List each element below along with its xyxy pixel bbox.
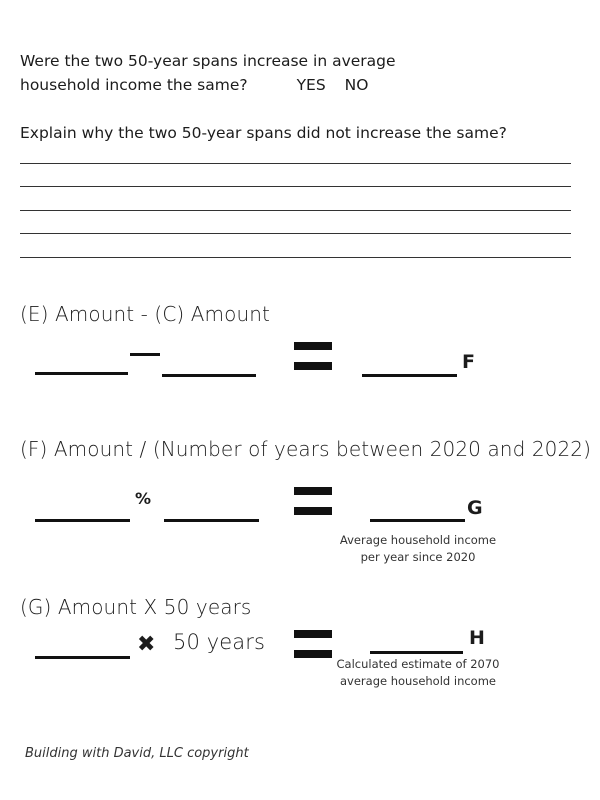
answer-line[interactable] [20, 186, 571, 187]
question-1-line-2 [20, 73, 396, 97]
blank-years[interactable] [164, 519, 259, 522]
minus-icon [130, 353, 160, 356]
divide-percent-icon: % [135, 489, 152, 508]
section-e-heading: (E) Amount - (C) Amount [20, 302, 270, 326]
question-2-prompt: Explain why the two 50-year spans did not increase the same? [20, 124, 507, 142]
blank-f-amount[interactable] [35, 519, 130, 522]
multiplier-text: 50 years [173, 630, 265, 654]
result-letter-f: F [462, 351, 475, 373]
caption-g-line-1: Average household income [339, 533, 497, 547]
equals-icon [294, 630, 332, 658]
blank-g-amount[interactable] [35, 656, 130, 659]
no-option[interactable]: NO [344, 76, 369, 94]
question-1-line-2-text: household income the same? [20, 76, 248, 94]
result-letter-h: H [469, 627, 485, 649]
yes-option[interactable]: YES [296, 76, 326, 94]
question-1 [20, 49, 396, 97]
multiply-icon: ✖ [137, 632, 156, 657]
caption-h [318, 656, 518, 690]
caption-h-line-2: average household income [339, 674, 496, 688]
equals-icon [294, 342, 332, 370]
caption-g-line-2: per year since 2020 [360, 550, 476, 564]
blank-c-amount[interactable] [162, 374, 256, 377]
result-letter-g: G [467, 497, 483, 519]
answer-line[interactable] [20, 163, 571, 164]
blank-g-result[interactable] [370, 519, 465, 522]
equals-icon [294, 487, 332, 515]
section-f-heading: (F) Amount / (Number of years between 2020 and 2022) [20, 437, 592, 461]
answer-line[interactable] [20, 257, 571, 258]
blank-e-amount[interactable] [35, 372, 128, 375]
section-g-heading: (G) Amount X 50 years [20, 595, 252, 619]
blank-f-result[interactable] [362, 374, 457, 377]
caption-h-line-1: Calculated estimate of 2070 [336, 657, 500, 671]
answer-line[interactable] [20, 210, 571, 211]
copyright-footer: Building with David, LLC copyright [25, 746, 249, 761]
caption-g [318, 532, 518, 566]
question-1-line-1: Were the two 50-year spans increase in average [20, 52, 396, 70]
answer-line[interactable] [20, 233, 571, 234]
blank-h-result[interactable] [370, 651, 463, 654]
